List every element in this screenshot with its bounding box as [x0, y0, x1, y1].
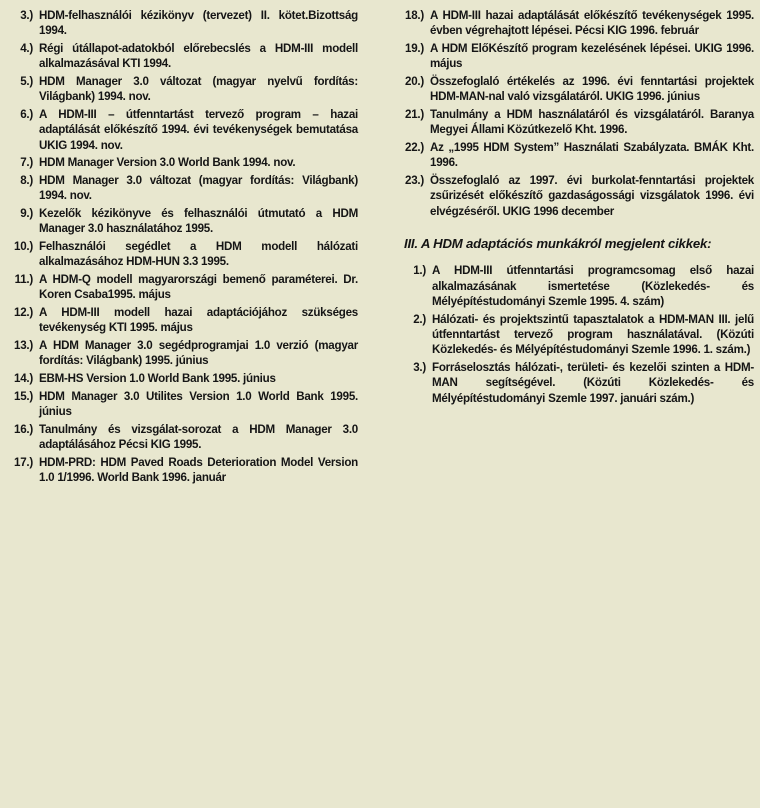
section-heading: III. A HDM adaptációs munkákról megjelent cikkek:	[404, 236, 712, 252]
reference-list-left	[10, 8, 358, 485]
item-text: EBM-HS Version 1.0 World Bank 1995. június	[39, 372, 276, 385]
item-text: HDM Manager Version 3.0 World Bank 1994. nov.	[39, 156, 296, 170]
list-item	[396, 360, 754, 406]
item-text: HDM Manager 3.0 változat (magyar fordítás: Világbank) 1994. nov.	[39, 174, 358, 203]
item-text: Forráselosztás hálózati-, területi- és kezelői szinten a HDM-MAN segítségével. (Közúti Közlekedés- és Mélyépítéstudományi Szemle 1997. januári szám.)	[432, 361, 754, 405]
item-text: Tanulmány és vizsgálat-sorozat a HDM Manager 3.0 adaptálásához Pécsi KIG 1995.	[39, 422, 358, 451]
item-number: 17.)	[14, 455, 33, 469]
item-text: Összefoglaló értékelés az 1996. évi fenntartási projektek HDM-MAN-nal való vizsgálatáról. UKIG 1996. június	[430, 75, 754, 104]
list-item	[10, 107, 358, 153]
item-number: 9.)	[20, 207, 33, 220]
item-number: 23.)	[405, 174, 424, 187]
item-number: 3.)	[413, 361, 426, 375]
articles-list	[396, 263, 754, 406]
list-item	[396, 41, 754, 72]
list-item	[396, 74, 754, 105]
item-text: A HDM-Q modell magyarországi bemenő paraméterei. Dr. Koren Csaba1995. május	[39, 273, 358, 302]
item-number: 15.)	[14, 389, 33, 403]
item-number: 6.)	[20, 108, 33, 121]
item-number: 5.)	[20, 75, 33, 88]
item-text: A HDM Manager 3.0 segédprogramjai 1.0 verzió (magyar fordítás: Világbank) 1995. június	[39, 339, 358, 368]
item-text: Felhasználói segédlet a HDM modell hálózati alkalmazásához HDM-HUN 3.3 1995.	[39, 240, 358, 269]
item-text: A HDM-III hazai adaptálását előkészítő tevékenységek 1995. évben végrehajtott lépései. Pécsi KIG 1996. február	[430, 9, 754, 38]
item-number: 22.)	[405, 141, 424, 154]
item-text: Kezelők kézikönyve és felhasználói útmutató a HDM Manager 3.0 használatához 1995.	[39, 207, 358, 236]
list-item	[10, 272, 358, 303]
list-item	[10, 173, 358, 204]
reference-list-right	[396, 8, 754, 219]
item-number: 3.)	[20, 9, 33, 22]
item-text: HDM Manager 3.0 Utilites Version 1.0 World Bank 1995. június	[39, 389, 358, 418]
list-item	[396, 8, 754, 39]
item-number: 1.)	[413, 264, 426, 278]
item-text: Régi útállapot-adatokból előrebecslés a HDM-III modell alkalmazásával KTI 1994.	[39, 42, 358, 71]
list-item	[10, 239, 358, 270]
list-item	[10, 41, 358, 72]
item-text: Hálózati- és projektszintű tapasztalatok a HDM-MAN III. jelű útfenntartást tervező program használatával. (Közúti Közlekedés- és Mélyépítéstudományi Szemle 1996. 1. szám.)	[432, 312, 754, 357]
left-column	[10, 8, 358, 488]
item-text: HDM-PRD: HDM Paved Roads Deterioration Model Version 1.0 1/1996. World Bank 1996. január	[39, 455, 358, 484]
item-number: 4.)	[20, 42, 33, 55]
item-number: 11.)	[14, 273, 33, 286]
item-number: 19.)	[405, 42, 424, 55]
item-text: Az „1995 HDM System” Használati Szabályzata. BMÁK Kht. 1996.	[430, 141, 754, 170]
list-item	[10, 206, 358, 237]
list-item	[10, 389, 358, 420]
list-item	[10, 422, 358, 453]
item-text: Összefoglaló az 1997. évi burkolat-fenntartási projektek zsűrizését előkészítő gazdaságossági vizsgálatok 1996. évi elvégzéséről. UKIG 1996 december	[430, 174, 754, 218]
list-item	[396, 263, 754, 309]
list-item	[10, 371, 358, 386]
item-number: 2.)	[413, 312, 426, 326]
list-item	[396, 173, 754, 219]
right-column	[396, 8, 754, 408]
item-text: HDM Manager 3.0 változat (magyar nyelvű fordítás: Világbank) 1994. nov.	[39, 75, 358, 104]
item-number: 18.)	[405, 9, 424, 22]
item-number: 8.)	[20, 174, 33, 187]
list-item	[10, 155, 358, 170]
item-number: 14.)	[14, 372, 33, 385]
item-number: 21.)	[405, 108, 424, 121]
list-item	[10, 455, 358, 486]
list-item	[10, 338, 358, 369]
item-text: A HDM-III modell hazai adaptációjához szükséges tevékenység KTI 1995. május	[39, 306, 358, 335]
item-text: A HDM ElőKészítő program kezelésének lépései. UKIG 1996. május	[430, 42, 754, 71]
item-text: A HDM-III útfenntartási programcsomag első hazai alkalmazásának ismertetése (Közlekedés- és Mélyépítéstudományi Szemle 1995. 4. szám)	[432, 264, 754, 309]
item-number: 16.)	[14, 422, 33, 436]
item-number: 10.)	[14, 240, 33, 253]
list-item	[10, 8, 358, 39]
list-item	[396, 312, 754, 358]
item-text: A HDM-III – útfenntartást tervező program – hazai adaptálását előkészítő 1994. évi tevékenységek bemutatása UKIG 1994. nov.	[39, 108, 358, 152]
list-item	[10, 74, 358, 105]
item-number: 20.)	[405, 75, 424, 88]
item-number: 12.)	[14, 306, 33, 319]
item-text: HDM-felhasználói kézikönyv (tervezet) II. kötet.Bizottság 1994.	[39, 9, 358, 38]
list-item	[10, 305, 358, 336]
item-number: 7.)	[20, 156, 33, 170]
item-number: 13.)	[14, 339, 33, 352]
list-item	[396, 107, 754, 138]
item-text: Tanulmány a HDM használatáról és vizsgálatáról. Baranya Megyei Állami Közútkezelő Kht. 1996.	[430, 108, 754, 137]
list-item	[396, 140, 754, 171]
